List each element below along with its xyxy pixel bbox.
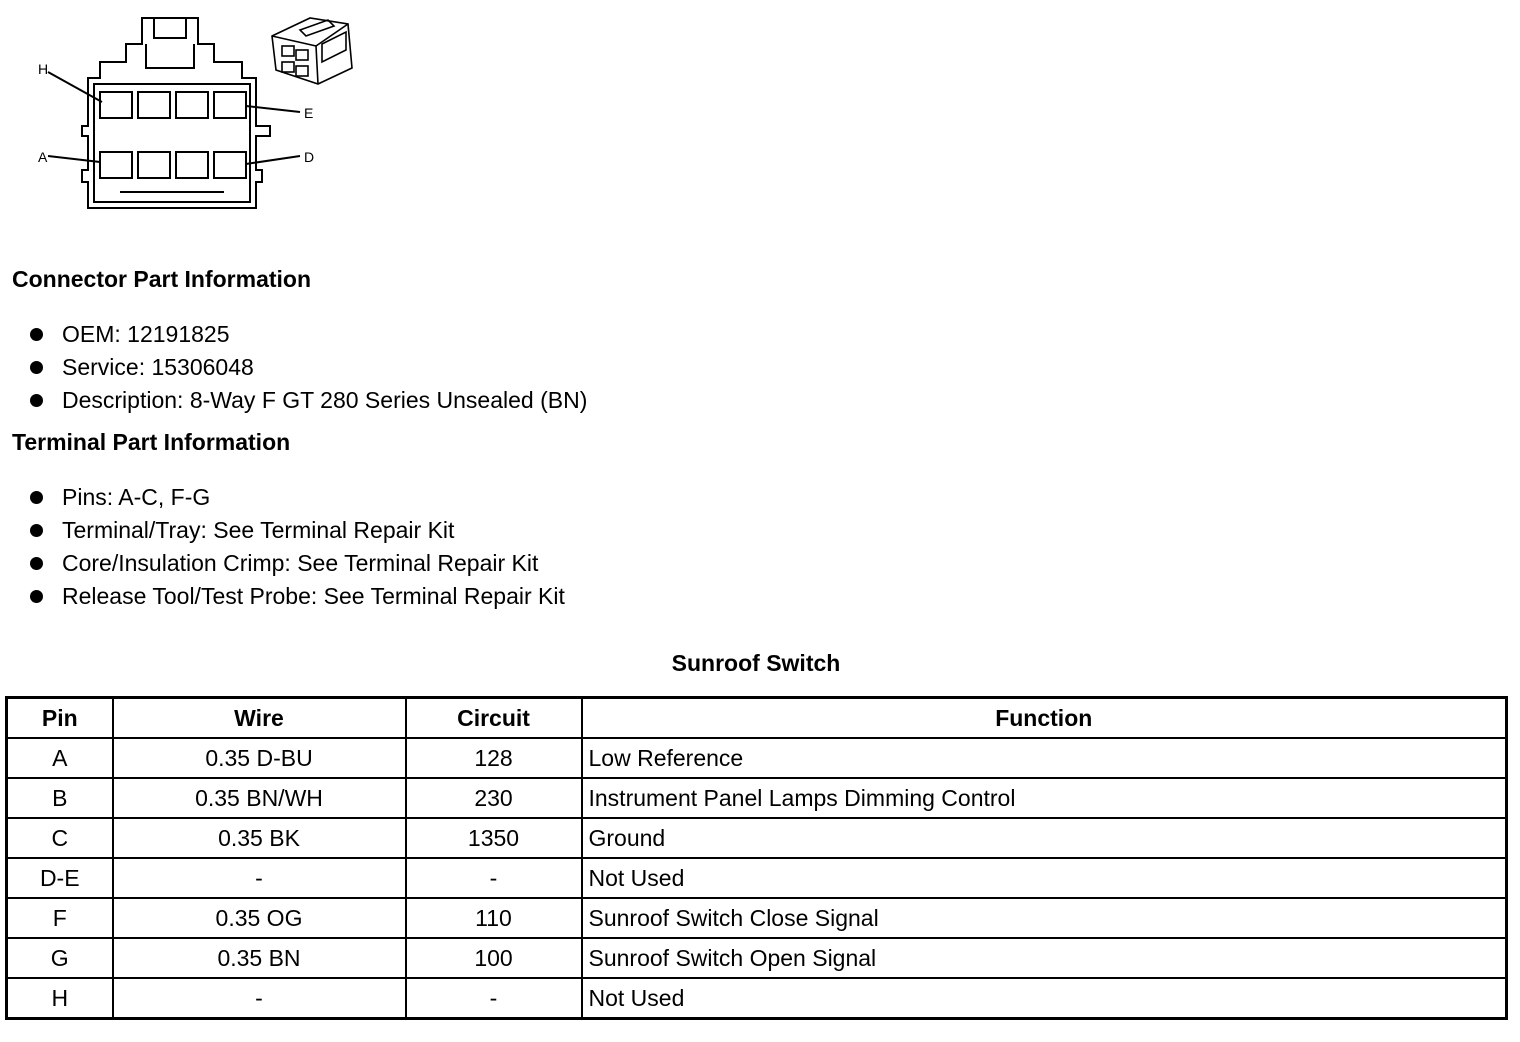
table-title: Sunroof Switch — [671, 650, 841, 676]
list-item-text: OEM: 12191825 — [62, 321, 230, 347]
cell-circuit: - — [406, 978, 582, 1019]
table-row — [7, 898, 1507, 938]
cell-wire: 0.35 BK — [113, 818, 406, 858]
cavity-f — [176, 92, 208, 118]
cavity-b — [138, 152, 170, 178]
cell-circuit: 1350 — [406, 818, 582, 858]
cell-circuit: 100 — [406, 938, 582, 978]
cell-function: Instrument Panel Lamps Dimming Control — [582, 778, 1507, 818]
table-row — [7, 738, 1507, 778]
list-item-text: Pins: A-C, F-G — [62, 484, 211, 510]
pin-label-d: D — [304, 149, 315, 165]
column-header-wire: Wire — [113, 698, 406, 739]
bullet-icon — [30, 328, 43, 341]
cell-wire: 0.35 OG — [113, 898, 406, 938]
cell-pin: G — [7, 938, 113, 978]
bullet-icon — [30, 557, 43, 570]
cell-function: Not Used — [582, 978, 1507, 1019]
connector-diagram — [30, 10, 370, 220]
cell-circuit: 128 — [406, 738, 582, 778]
pin-label-a: A — [38, 149, 48, 165]
terminal-part-info-list — [30, 481, 565, 613]
pinout-table — [5, 696, 1508, 1020]
cell-function: Low Reference — [582, 738, 1507, 778]
bullet-icon — [30, 590, 43, 603]
cavity-g — [138, 92, 170, 118]
terminal-part-info-heading: Terminal Part Information — [12, 429, 291, 455]
table-header-row — [7, 698, 1507, 739]
cavity-c — [176, 152, 208, 178]
connector-3d-icon — [272, 18, 352, 84]
list-item — [30, 318, 587, 351]
cell-circuit: - — [406, 858, 582, 898]
cell-function: Ground — [582, 818, 1507, 858]
cell-wire: - — [113, 978, 406, 1019]
cell-pin: D-E — [7, 858, 113, 898]
list-item — [30, 547, 565, 580]
bullet-icon — [30, 361, 43, 374]
pin-label-e: E — [304, 105, 314, 121]
cell-function: Sunroof Switch Open Signal — [582, 938, 1507, 978]
cell-pin: H — [7, 978, 113, 1019]
connector-part-info-heading: Connector Part Information — [12, 266, 312, 292]
cavity-d — [214, 152, 246, 178]
cell-function: Not Used — [582, 858, 1507, 898]
cell-function: Sunroof Switch Close Signal — [582, 898, 1507, 938]
list-item-text: Release Tool/Test Probe: See Terminal Repair Kit — [62, 583, 565, 609]
table-row — [7, 858, 1507, 898]
list-item — [30, 514, 565, 547]
cell-wire: 0.35 BN/WH — [113, 778, 406, 818]
cell-wire: 0.35 D-BU — [113, 738, 406, 778]
column-header-pin: Pin — [7, 698, 113, 739]
column-header-circuit: Circuit — [406, 698, 582, 739]
cell-pin: F — [7, 898, 113, 938]
table-row — [7, 978, 1507, 1019]
bullet-icon — [30, 394, 43, 407]
cell-pin: B — [7, 778, 113, 818]
cell-wire: 0.35 BN — [113, 938, 406, 978]
pin-label-h: H — [38, 61, 49, 77]
table-row — [7, 818, 1507, 858]
list-item-text: Service: 15306048 — [62, 354, 254, 380]
cell-pin: C — [7, 818, 113, 858]
cell-pin: A — [7, 738, 113, 778]
cavity-a — [100, 152, 132, 178]
list-item-text: Core/Insulation Crimp: See Terminal Repair Kit — [62, 550, 539, 576]
table-row — [7, 938, 1507, 978]
list-item — [30, 481, 565, 514]
cavity-e — [214, 92, 246, 118]
cell-circuit: 230 — [406, 778, 582, 818]
list-item-text: Terminal/Tray: See Terminal Repair Kit — [62, 517, 455, 543]
cell-wire: - — [113, 858, 406, 898]
cell-circuit: 110 — [406, 898, 582, 938]
cavity-h — [100, 92, 132, 118]
bullet-icon — [30, 491, 43, 504]
list-item — [30, 580, 565, 613]
list-item — [30, 351, 587, 384]
table-row — [7, 778, 1507, 818]
bullet-icon — [30, 524, 43, 537]
connector-part-info-list — [30, 318, 587, 417]
list-item-text: Description: 8-Way F GT 280 Series Unsealed (BN) — [62, 387, 588, 413]
column-header-function: Function — [582, 698, 1507, 739]
list-item — [30, 384, 587, 417]
